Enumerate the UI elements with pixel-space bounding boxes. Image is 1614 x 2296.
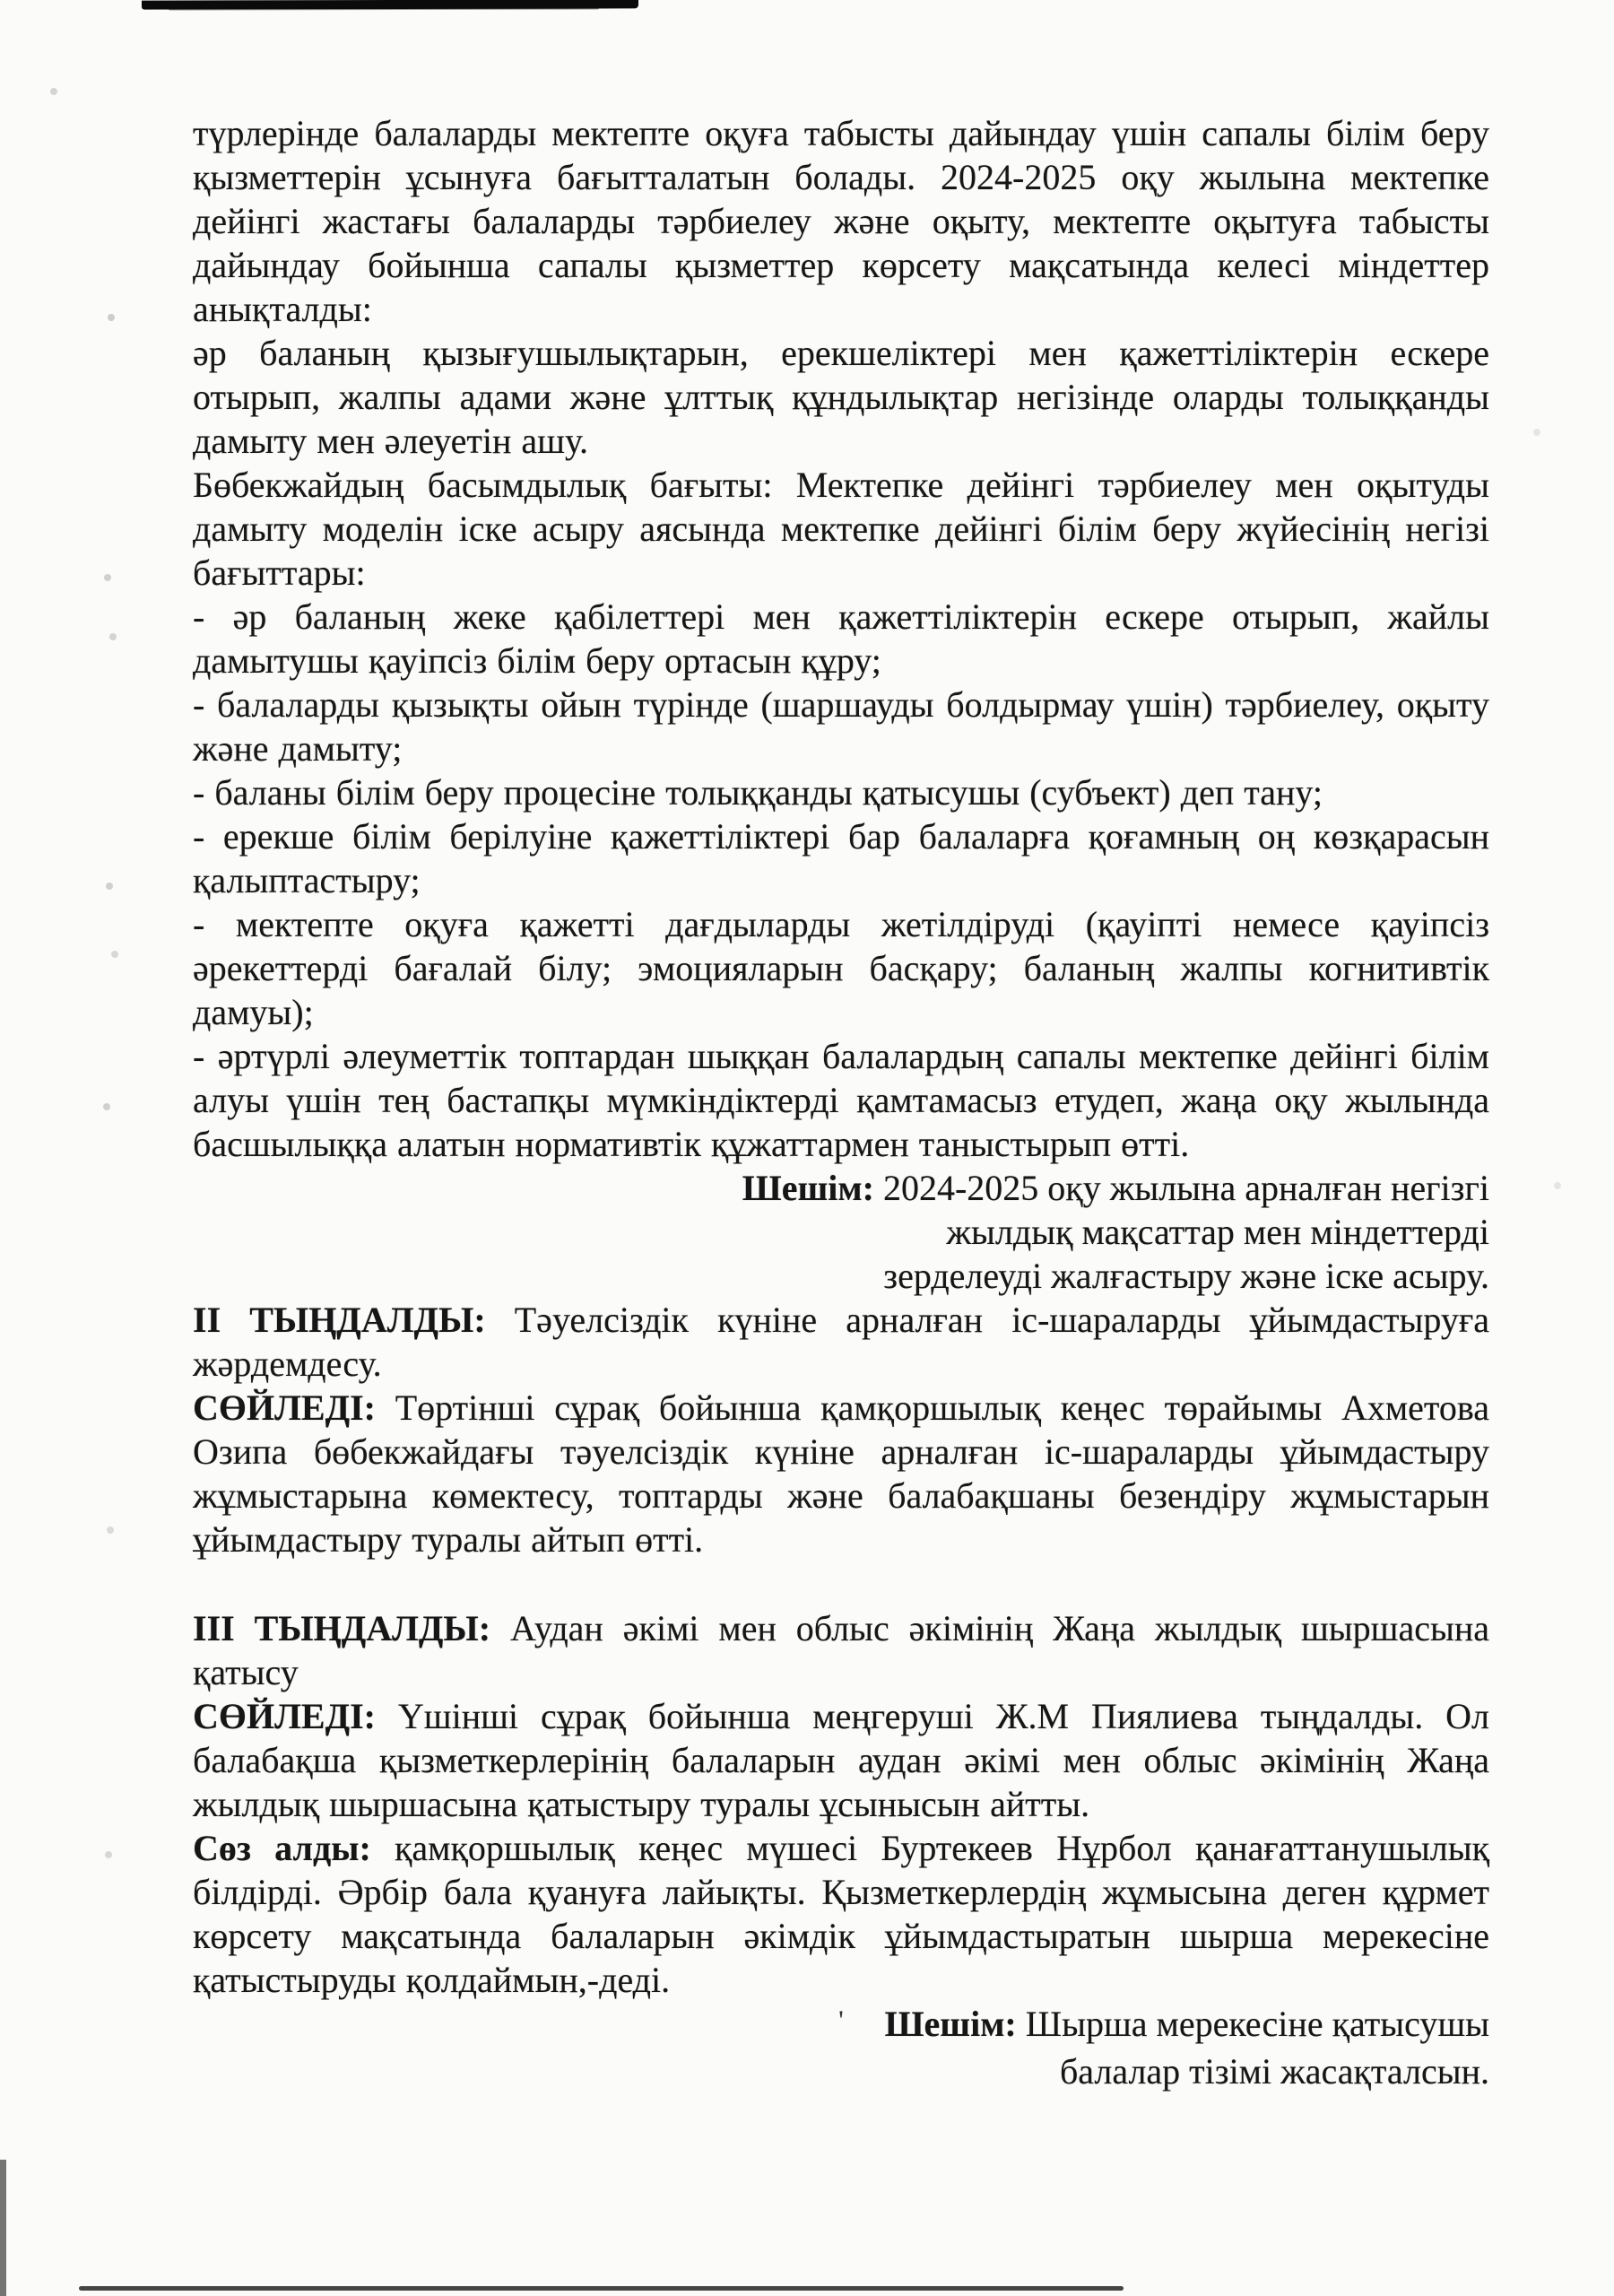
list-item-safe-environment: - әр баланың жеке қабілеттері мен қажеттіліктерін ескере отырып, жайлы дамытушы қауіпсіз білім беру ортасын құру; bbox=[193, 596, 1489, 681]
list-item-school-skills: - мектепте оқуға қажетті дағдыларды жетілдіруді (қауіпті немесе қауіпсіз әрекеттерді бағалай білу; эмоцияларын басқару; баланың жалпы когнитивтік дамуы); bbox=[193, 904, 1489, 1032]
scan-artifact-top-band bbox=[142, 0, 638, 10]
section-2-spoke-text: Төртінші сұрақ бойынша қамқоршылық кеңес төрайымы Ахметова Озипа бөбекжайдағы тәуелсіздік күніне арналған іс-шараларды ұйымдастыру жұмыстарына көмектесу, топтарды және балабақшаны безендіру жұмыстарын ұйымдастыру туралы айтып өтті. bbox=[193, 1387, 1489, 1560]
section-3-floor-label: Сөз алды: bbox=[193, 1828, 371, 1868]
paragraph-priority-direction: Бөбекжайдың басымдылық бағыты: Мектепке дейінгі тәрбиелеу мен оқытуды дамыту моделін іске асыру аясында мектепке дейінгі білім беру жүйесінің негізі бағыттары: bbox=[193, 465, 1489, 593]
section-3-floor-text: қамқоршылық кеңес мүшесі Буртекеев Нұрбол қанағаттанушылық білдірді. Әрбір бала қуануға лайықты. Қызметкерлердің жұмысына деген құрмет көрсету мақсатында балаларын әкімдік ұйымдастыратын шырша мерекесіне қатыстыруды қолдаймын,-деді. bbox=[193, 1828, 1489, 2000]
decision-1-line-1 bbox=[193, 1166, 1489, 1210]
section-3-spoke-paragraph bbox=[193, 1694, 1489, 1826]
list-item-child-subject: - баланы білім беру процесіне толыққанды қатысушы (субъект) деп тану; bbox=[193, 772, 1323, 813]
document-text-block bbox=[193, 111, 1489, 2093]
decision-2-label: Шешім: bbox=[884, 2004, 1017, 2044]
decision-1-line-2: жылдық мақсаттар мен міндеттерді bbox=[946, 1212, 1489, 1252]
section-2-heading-label: ІІ ТЫҢДАЛДЫ: bbox=[193, 1300, 486, 1340]
scan-artifact-bottom-line bbox=[79, 2286, 1124, 2291]
section-3-floor-paragraph bbox=[193, 1826, 1489, 2002]
scan-speckles bbox=[0, 0, 4, 4]
decision-2-line-1-text: Шырша мерекесіне қатысушы bbox=[1025, 2004, 1489, 2044]
section-2-spoke-paragraph bbox=[193, 1386, 1489, 1561]
list-item-equal-opportunities: - әртүрлі әлеуметтік топтардан шыққан балалардың сапалы мектепке дейінгі білім алуы үшін тең бастапқы мүмкіндіктерді қамтамасыз етудеп, жаңа оқу жылында басшылыққа алатын нормативтік құжаттармен таныстырып өтті. bbox=[193, 1036, 1489, 1164]
section-3-spoke-text: Үшінші сұрақ бойынша меңгеруші Ж.М Пиялиева тыңдалды. Ол балабақша қызметкерлерінің балаларын аудан әкімі мен облыс әкімінің Жаңа жылдық шыршасына қатыстыру туралы ұсынысын айтты. bbox=[193, 1696, 1489, 1824]
scan-stray-mark: ' bbox=[838, 2005, 844, 2035]
section-2-heading bbox=[193, 1298, 1489, 1386]
decision-1-label: Шешім: bbox=[742, 1168, 874, 1208]
section-3-spoke-label: СӨЙЛЕДІ: bbox=[193, 1696, 377, 1736]
decision-block-2 bbox=[193, 2002, 1489, 2093]
section-2-spoke-label: СӨЙЛЕДІ: bbox=[193, 1387, 377, 1428]
section-3-heading-label: ІІІ ТЫҢДАЛДЫ: bbox=[193, 1608, 491, 1648]
paragraph-goals-intro: түрлерінде балаларды мектепте оқуға табысты дайындау үшін сапалы білім беру қызметтерін ұсынуға бағытталатын болады. 2024-2025 оқу жылына мектепке дейінгі жастағы балаларды тәрбиелеу және оқыту, мектепте оқытуға табысты дайындау бойынша сапалы қызметтер көрсету мақсатында келесі міндеттер анықталды: bbox=[193, 113, 1489, 329]
decision-1-line-1-text: 2024-2025 оқу жылына арналған негізгі bbox=[882, 1168, 1489, 1208]
decision-block-1 bbox=[193, 1166, 1489, 1298]
list-item-special-needs: - ерекше білім берілуіне қажеттіліктері бар балаларға қоғамның оң көзқарасын қалыптастыру; bbox=[193, 816, 1489, 900]
decision-2-line-2: балалар тізімі жасақталсын. bbox=[1059, 2051, 1489, 2092]
decision-2-line-1 bbox=[193, 2002, 1489, 2049]
section-3-heading bbox=[193, 1606, 1489, 1694]
paragraph-task-development: әр баланың қызығушылықтарын, ерекшеліктері мен қажеттіліктерін ескере отырып, жалпы адами және ұлттық құндылықтар негізінде оларды толыққанды дамыту мен әлеуетін ашу. bbox=[193, 333, 1489, 461]
scan-artifact-left-edge bbox=[0, 2160, 6, 2296]
section-2-heading-text: Тәуелсіздік күніне арналған іс-шараларды ұйымдастыруға жәрдемдесу. bbox=[193, 1300, 1490, 1384]
list-item-play-based: - балаларды қызықты ойын түрінде (шаршауды болдырмау үшін) тәрбиелеу, оқыту және дамыту; bbox=[193, 684, 1489, 769]
decision-1-line-3: зерделеуді жалғастыру және іске асыру. bbox=[883, 1256, 1489, 1296]
section-3-heading-text: Аудан әкімі мен облыс әкімінің Жаңа жылдық шыршасына қатысу bbox=[193, 1608, 1489, 1692]
